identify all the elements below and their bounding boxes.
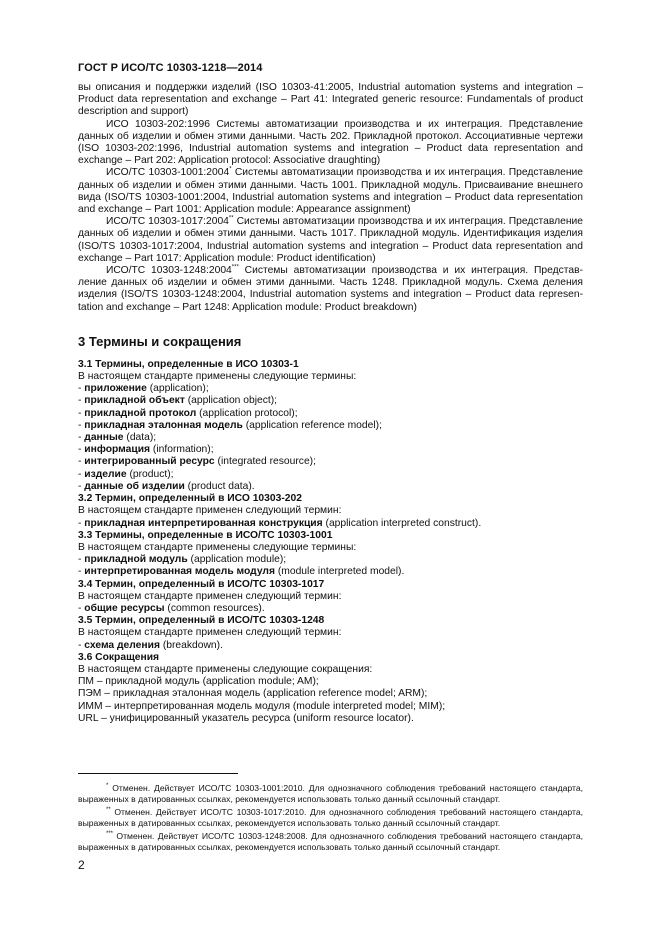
section-3-heading: 3 Термины и сокращения xyxy=(78,333,242,349)
term: интерпретированная модель модуля xyxy=(84,566,275,578)
term-english: (module interpreted model). xyxy=(274,566,405,578)
footnote-marker: *** xyxy=(231,264,239,271)
list-item: - приложение (application); xyxy=(78,383,209,395)
term: прикладная эталонная модель xyxy=(84,419,243,431)
reference-code: ИСО/ТС 10303-1001:2004 xyxy=(106,167,230,179)
term-english: (integrated resource); xyxy=(214,456,316,468)
term: прикладная интерпретированная конструкция xyxy=(84,517,323,529)
subsection-3-5-title: 3.5 Термин, определенный в ИСО/ТС 10303-1248 xyxy=(78,615,325,627)
term-english: (application object); xyxy=(184,395,278,407)
term-list xyxy=(78,640,583,652)
term: изделие xyxy=(84,468,127,480)
term-english: (product); xyxy=(126,468,174,480)
reference-iso-ts-10303-1248 xyxy=(78,265,583,314)
term-english: (common resources). xyxy=(164,602,265,614)
subsection-intro: В настоящем стандарте применены следующие термины: xyxy=(78,541,357,553)
term-english: (information); xyxy=(150,444,214,456)
list-item: - схема деления (breakdown). xyxy=(78,639,223,651)
term-english: (application protocol); xyxy=(196,407,298,419)
term-list xyxy=(78,603,583,615)
reference-continuation: вы описания и поддержки изделий (ISO 10303-41:2005, Industrial automation systems and integration – Product data representation and exchange – Part 41: Integrated generic resource: Fundamentals of product description and support) xyxy=(78,82,583,118)
footnote-text: Отменен. Действует ИСО/ТС 10303-1001:2010. Для однозначного соблюдения требований настоящего стандарта, выраженных в датированных ссылках, рекомендуется использовать только данный ссылочный стандарт. xyxy=(78,783,583,805)
term: общие ресурсы xyxy=(84,602,165,614)
reference-description: Системы автоматизации производства и их интеграция. Представление данных об изделии и обмен этими данными. Часть 1017. Прикладной модуль. Идентификация изделия (ISO/TS 10303-1017:2004, Industrial automation systems and integration – Product data representation and exchange – Part 1017: Application module: Product identification) xyxy=(78,216,583,264)
term-english: (application module); xyxy=(187,554,287,566)
abbreviation-item: ПМ – прикладной модуль (application module; AM); xyxy=(78,676,319,688)
list-item: - прикладной протокол (application protocol); xyxy=(78,407,298,419)
reference-description: Системы автоматизации производства и их интеграция. Представление данных об изделии и обмен этими данными. Часть 1001. Прикладной модуль. Присваивание внешнего вида (ISO/TS 10303-1001:2004, Industrial automation systems and integration – Product data representation and exchange – Part 1001: Application module: Appearance assignment) xyxy=(78,167,583,216)
list-item: - информация (information); xyxy=(78,444,214,456)
list-item: - прикладной модуль (application module); xyxy=(78,554,287,566)
list-item: - интегрированный ресурс (integrated resource); xyxy=(78,456,316,468)
page-number: 2 xyxy=(78,858,85,872)
footnote-marker: * xyxy=(106,783,109,790)
footnote-marker: * xyxy=(229,167,232,173)
reference-description: Системы автоматизации производства и их интеграция. Представление данных об изделии и обмен этими данными. Часть 1248. Прикладной модуль. Схема деления изделия (ISO/TS 10303-1248:2004, Industrial automation systems and integration – Product data representation and exchange – Part 1248: Application module: Product breakdown) xyxy=(78,265,583,313)
list-item: - прикладная эталонная модель (application reference model); xyxy=(78,419,382,431)
term-list xyxy=(78,518,583,530)
list-item: - общие ресурсы (common resources). xyxy=(78,602,265,614)
reference-iso-10303-202: ИСО 10303-202:1996 Системы автоматизации производства и их интеграция. Представление данных об изделии и обмен этими данными. Часть 202. Прикладной протокол. Ассоциативные чертежи (ISO 10303-202:1996, Industrial automation systems and integration – Product data representation and exchange – Part 202: Application protocol: Associative draughting) xyxy=(78,118,583,167)
list-item: - прикладная интерпретированная конструкция (application interpreted construct). xyxy=(78,517,482,529)
list-item: - изделие (product); xyxy=(78,468,174,480)
reference-iso-ts-10303-1001 xyxy=(78,167,583,216)
list-item: - интерпретированная модель модуля (module interpreted model). xyxy=(78,566,405,578)
footnote-marker: *** xyxy=(106,831,114,838)
footnote xyxy=(78,783,583,806)
term: схема деления xyxy=(84,639,160,651)
term-english: (breakdown). xyxy=(159,639,223,651)
term: данные об изделии xyxy=(84,480,185,492)
abbreviation-item: URL – унифицированный указатель ресурса (uniform resource locator). xyxy=(78,712,414,724)
subsection-3-1-title: 3.1 Термины, определенные в ИСО 10303-1 xyxy=(78,358,299,370)
footnote-text: Отменен. Действует ИСО/ТС 10303-1248:2008. Для однозначного соблюдения требований настоящего стандарта, выраженных в датированных ссылках, рекомендуется использовать только данный ссылочный стандарт. xyxy=(78,831,583,853)
subsection-intro: В настоящем стандарте применены следующие сокращения: xyxy=(78,663,373,675)
term-list xyxy=(78,554,583,578)
list-item: - данные (data); xyxy=(78,432,157,444)
subsection-3-2-title: 3.2 Термин, определенный в ИСО 10303-202 xyxy=(78,493,302,505)
footnote-divider xyxy=(78,773,238,774)
term: прикладной протокол xyxy=(84,407,197,419)
subsection-intro: В настоящем стандарте применен следующий термин: xyxy=(78,505,342,517)
subsection-3-3-title: 3.3 Термины, определенные в ИСО/ТС 10303-1001 xyxy=(78,529,333,541)
footnote-marker: ** xyxy=(228,215,234,222)
term-list xyxy=(78,383,583,493)
footnote xyxy=(78,807,583,830)
term: приложение xyxy=(84,383,147,395)
term-english: (application reference model); xyxy=(242,419,382,431)
term: данные xyxy=(84,432,124,444)
term: интегрированный ресурс xyxy=(84,456,215,468)
document-body xyxy=(78,82,583,725)
term-english: (product data). xyxy=(184,480,255,492)
subsection-3-6-title: 3.6 Сокращения xyxy=(78,651,160,663)
footnote-text: Отменен. Действует ИСО/ТС 10303-1017:2010. Для однозначного соблюдения требований настоящего стандарта, выраженных в датированных ссылках, рекомендуется использовать только данный ссылочный стандарт. xyxy=(78,807,583,829)
term-english: (data); xyxy=(123,432,157,444)
list-item: - данные об изделии (product data). xyxy=(78,480,255,492)
reference-code: ИСО/ТС 10303-1017:2004 xyxy=(106,216,229,228)
abbreviation-item: ИММ – интерпретированная модель модуля (module interpreted model; MIM); xyxy=(78,700,446,712)
term: прикладной объект xyxy=(84,395,185,407)
footnotes xyxy=(78,783,583,855)
term-english: (application interpreted construct). xyxy=(322,517,482,529)
reference-code: ИСО/ТС 10303-1248:2004 xyxy=(106,265,232,277)
subsection-intro: В настоящем стандарте применены следующие термины: xyxy=(78,371,357,383)
term: прикладной модуль xyxy=(84,554,188,566)
footnote xyxy=(78,831,583,854)
term-english: (application); xyxy=(146,383,209,395)
subsection-intro: В настоящем стандарте применен следующий термин: xyxy=(78,627,342,639)
reference-iso-ts-10303-1017 xyxy=(78,216,583,265)
term: информация xyxy=(84,444,151,456)
footnote-marker: ** xyxy=(106,807,111,814)
subsection-intro: В настоящем стандарте применен следующий термин: xyxy=(78,590,342,602)
document-header-title: ГОСТ Р ИСО/ТС 10303-1218—2014 xyxy=(78,62,263,74)
list-item: - прикладной объект (application object); xyxy=(78,395,278,407)
subsection-3-4-title: 3.4 Термин, определенный в ИСО/ТС 10303-1017 xyxy=(78,578,325,590)
abbreviation-item: ПЭМ – прикладная эталонная модель (application reference model; ARM); xyxy=(78,688,428,700)
